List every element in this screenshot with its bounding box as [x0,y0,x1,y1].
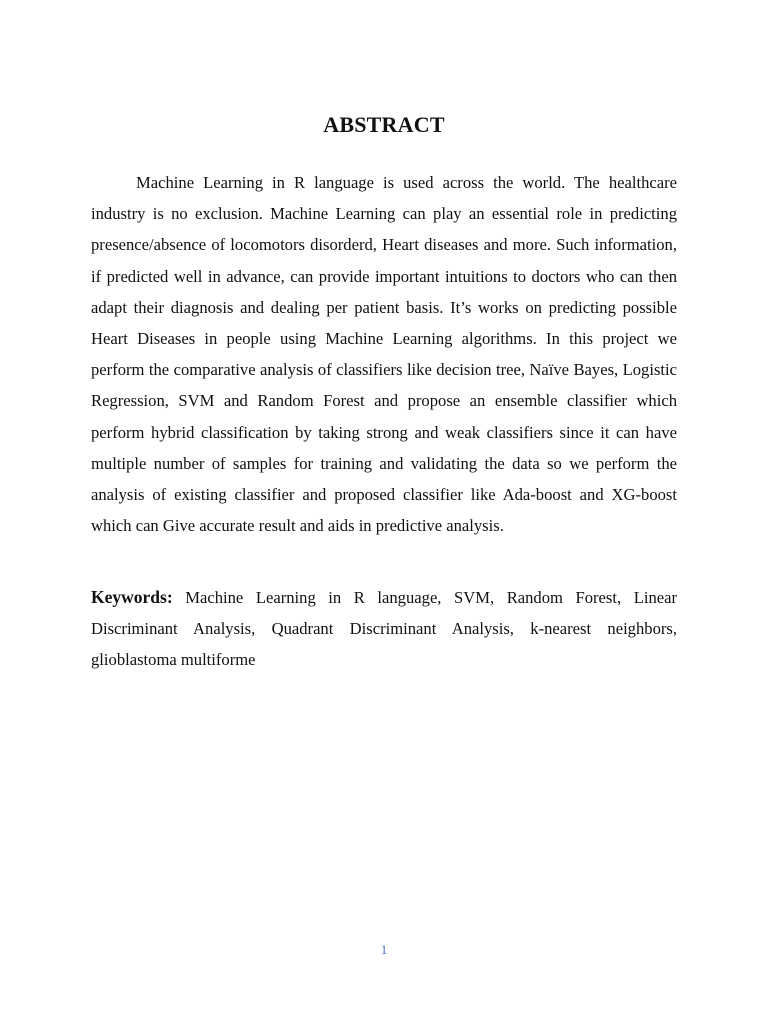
keywords-list: Machine Learning in R language, SVM, Random Forest, Linear Discriminant Analysis, Quadrant Discriminant Analysis, k-nearest neighbors, glioblastoma multiforme [91,588,677,670]
page-number: 1 [380,942,388,957]
page-title: ABSTRACT [323,112,445,137]
keywords-label: Keywords: [91,587,173,607]
abstract-paragraph: Machine Learning in R language is used across the world. The healthcare industry is no exclusion. Machine Learning can play an essential role in predicting presence/absence of locomotors disorderd, Heart diseases and more. Such information, if predicted well in advance, can provide important intuitions to doctors who can then adapt their diagnosis and dealing per patient basis. It’s works on predicting possible Heart Diseases in people using Machine Learning algorithms. In this project we perform the comparative analysis of classifiers like decision tree, Naïve Bayes, Logistic Regression, SVM and Random Forest and propose an ensemble classifier which perform hybrid classification by taking strong and weak classifiers since it can have multiple number of samples for training and validating the data so we perform the analysis of existing classifier and proposed classifier like Ada-boost and XG-boost which can Give accurate result and aids in predictive analysis. [91,173,677,536]
keywords-paragraph [91,582,677,676]
